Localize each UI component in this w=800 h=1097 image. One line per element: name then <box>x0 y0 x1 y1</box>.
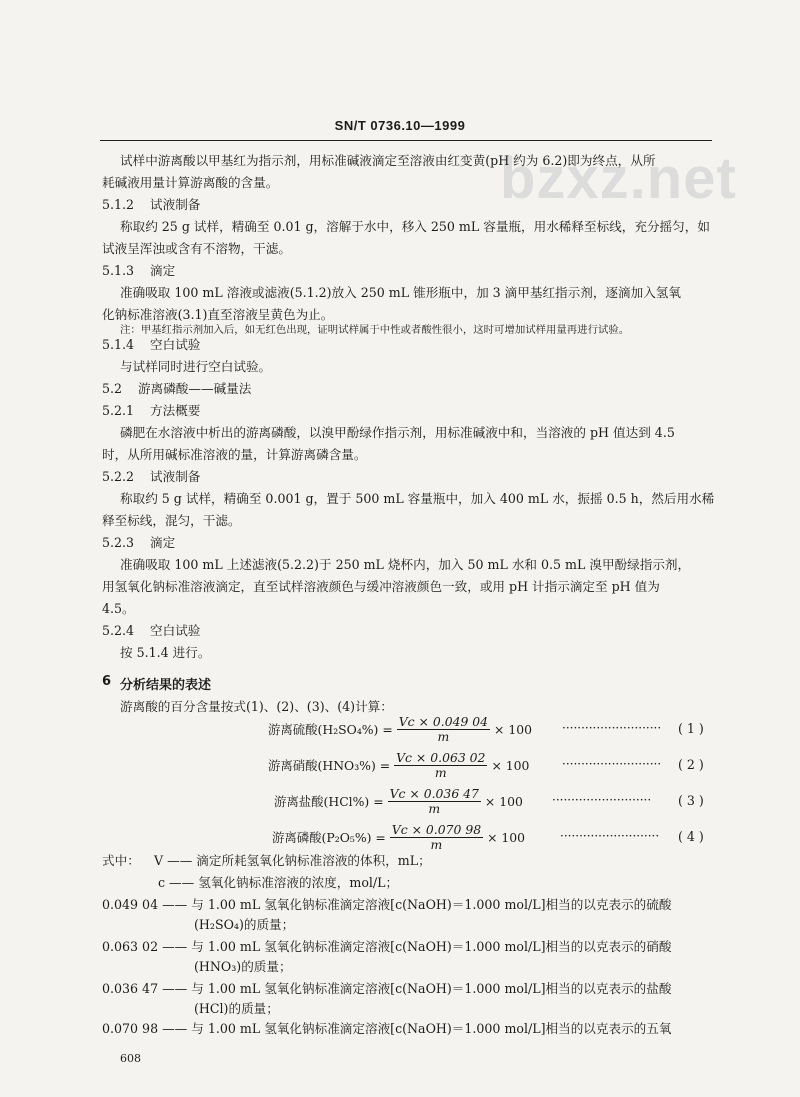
para-text: 准确吸取 100 mL 上述滤液(5.2.2)于 250 mL 烧杯内，加入 50 mL 水和 0.5 mL 溴甲酚绿指示剂， <box>120 557 691 572</box>
para-text: 与试样同时进行空白试验。 <box>120 359 272 374</box>
formula <box>274 786 523 816</box>
para-text: 磷肥在水溶液中析出的游离磷酸，以溴甲酚绿作指示剂，用标准碱液中和，当溶液的 pH 值达到 4.5 <box>120 425 675 440</box>
section-number: 5.2.4 <box>102 623 135 638</box>
formula <box>268 714 532 744</box>
leader-dots: ·························· <box>562 721 662 735</box>
para-text: 试液呈浑浊或含有不溶物，干滤。 <box>102 241 291 256</box>
section-title: 滴定 <box>150 263 176 278</box>
formula-lhs: 游离盐酸(HCl%) = <box>274 794 384 809</box>
legend-item: V —— 滴定所耗氢氧化钠标准溶液的体积，mL； <box>154 853 431 868</box>
fraction-denominator: m <box>434 765 447 780</box>
page-number: 608 <box>120 1052 141 1065</box>
standard-code-header: SN/T 0736.10—1999 <box>334 118 466 133</box>
equation-number: ( 1 ) <box>678 721 704 736</box>
fraction-denominator: m <box>430 837 443 852</box>
watermark: bzxz.net <box>500 146 737 211</box>
formula-lhs: 游离磷酸(P₂O₅%) = <box>272 830 386 845</box>
legend-item: (HNO₃)的质量； <box>194 959 292 974</box>
equation-number: ( 2 ) <box>678 757 704 772</box>
equation-number: ( 4 ) <box>678 829 704 844</box>
formula-multiplier: × 100 <box>487 829 526 845</box>
note-text: 注：甲基红指示剂加入后，如无红色出现，证明试样属于中性或者酸性很小，这时可增加试样用量再进行试验。 <box>120 324 630 336</box>
section-number: 5.1.2 <box>102 197 135 212</box>
section-number: 5.2 <box>102 381 123 396</box>
legend-item: (H₂SO₄)的质量； <box>194 917 295 932</box>
formula-multiplier: × 100 <box>494 721 533 737</box>
fraction-numerator: Vc × 0.070 98 <box>391 822 482 837</box>
formula-lhs: 游离硝酸(HNO₃%) = <box>268 758 391 773</box>
para-text: 耗碱液用量计算游离酸的含量。 <box>102 175 279 190</box>
legend-item: c —— 氢氧化钠标准溶液的浓度，mol/L； <box>158 875 399 890</box>
fraction <box>394 750 487 780</box>
section-title: 空白试验 <box>150 623 201 638</box>
section-number: 6 <box>102 674 112 689</box>
formula-lhs: 游离硫酸(H₂SO₄%) = <box>268 722 393 737</box>
legend-item: 0.036 47 —— 与 1.00 mL 氢氧化钠标准滴定溶液[c(NaOH)＝1.000 mol/L]相当的以克表示的盐酸 <box>102 981 672 996</box>
fraction-denominator: m <box>437 729 450 744</box>
formula-multiplier: × 100 <box>491 757 530 773</box>
formula <box>272 822 525 852</box>
fraction-denominator: m <box>428 801 441 816</box>
section-number: 5.1.4 <box>102 337 135 352</box>
legend-intro: 式中： <box>102 853 140 868</box>
para-text: 试样中游离酸以甲基红为指示剂，用标准碱液滴定至溶液由红变黄(pH 约为 6.2)即为终点，从所 <box>120 153 656 168</box>
section-number: 5.2.2 <box>102 469 135 484</box>
leader-dots: ·························· <box>562 757 662 771</box>
legend-item: 0.049 04 —— 与 1.00 mL 氢氧化钠标准滴定溶液[c(NaOH)＝1.000 mol/L]相当的以克表示的硫酸 <box>102 897 672 912</box>
para-text: 释至标线，混匀，干滤。 <box>102 513 241 528</box>
para-text: 用氢氧化钠标准溶液滴定，直至试样溶液颜色与缓冲溶液颜色一致，或用 pH 计指示滴定至 pH 值为 <box>102 579 660 594</box>
para-text: 按 5.1.4 进行。 <box>120 645 211 660</box>
section-title: 方法概要 <box>150 403 201 418</box>
section-title: 滴定 <box>150 535 176 550</box>
legend-item: (HCl)的质量； <box>194 1001 279 1016</box>
section-title: 游离磷酸——碱量法 <box>138 381 252 396</box>
section-title: 试液制备 <box>150 469 201 484</box>
fraction <box>397 714 490 744</box>
formula <box>268 750 529 780</box>
para-text: 4.5。 <box>102 601 135 616</box>
fraction-numerator: Vc × 0.063 02 <box>396 750 486 765</box>
section-heading: 分析结果的表述 <box>120 678 212 693</box>
para-text: 称取约 25 g 试样，精确至 0.01 g，溶解于水中，移入 250 mL 容量瓶，用水稀释至标线，充分摇匀，如 <box>120 219 710 234</box>
para-text: 游离酸的百分含量按式(1)、(2)、(3)、(4)计算： <box>120 699 393 714</box>
fraction <box>390 822 483 852</box>
formula-multiplier: × 100 <box>484 793 523 809</box>
header-rule <box>100 140 712 141</box>
equation-number: ( 3 ) <box>678 793 704 808</box>
fraction-numerator: Vc × 0.036 47 <box>389 786 479 801</box>
para-text: 准确吸取 100 mL 溶液或滤液(5.1.2)放入 250 mL 锥形瓶中，加 3 滴甲基红指示剂，逐滴加入氢氧 <box>120 285 681 300</box>
para-text: 化钠标准溶液(3.1)直至溶液呈黄色为止。 <box>102 307 334 322</box>
para-text: 称取约 5 g 试样，精确至 0.001 g，置于 500 mL 容量瓶中，加入 400 mL 水，振摇 0.5 h，然后用水稀 <box>120 491 715 506</box>
section-title: 空白试验 <box>150 337 201 352</box>
legend-item: 0.063 02 —— 与 1.00 mL 氢氧化钠标准滴定溶液[c(NaOH)＝1.000 mol/L]相当的以克表示的硝酸 <box>102 939 672 954</box>
leader-dots: ·························· <box>552 793 652 807</box>
fraction <box>388 786 481 816</box>
leader-dots: ·························· <box>560 829 660 843</box>
fraction-numerator: Vc × 0.049 04 <box>398 714 489 729</box>
para-text: 时，从所用碱标准溶液的量，计算游离磷含量。 <box>102 447 367 462</box>
section-number: 5.2.1 <box>102 403 135 418</box>
section-title: 试液制备 <box>150 197 201 212</box>
legend-item: 0.070 98 —— 与 1.00 mL 氢氧化钠标准滴定溶液[c(NaOH)＝1.000 mol/L]相当的以克表示的五氧 <box>102 1021 672 1036</box>
section-number: 5.2.3 <box>102 535 135 550</box>
section-number: 5.1.3 <box>102 263 135 278</box>
